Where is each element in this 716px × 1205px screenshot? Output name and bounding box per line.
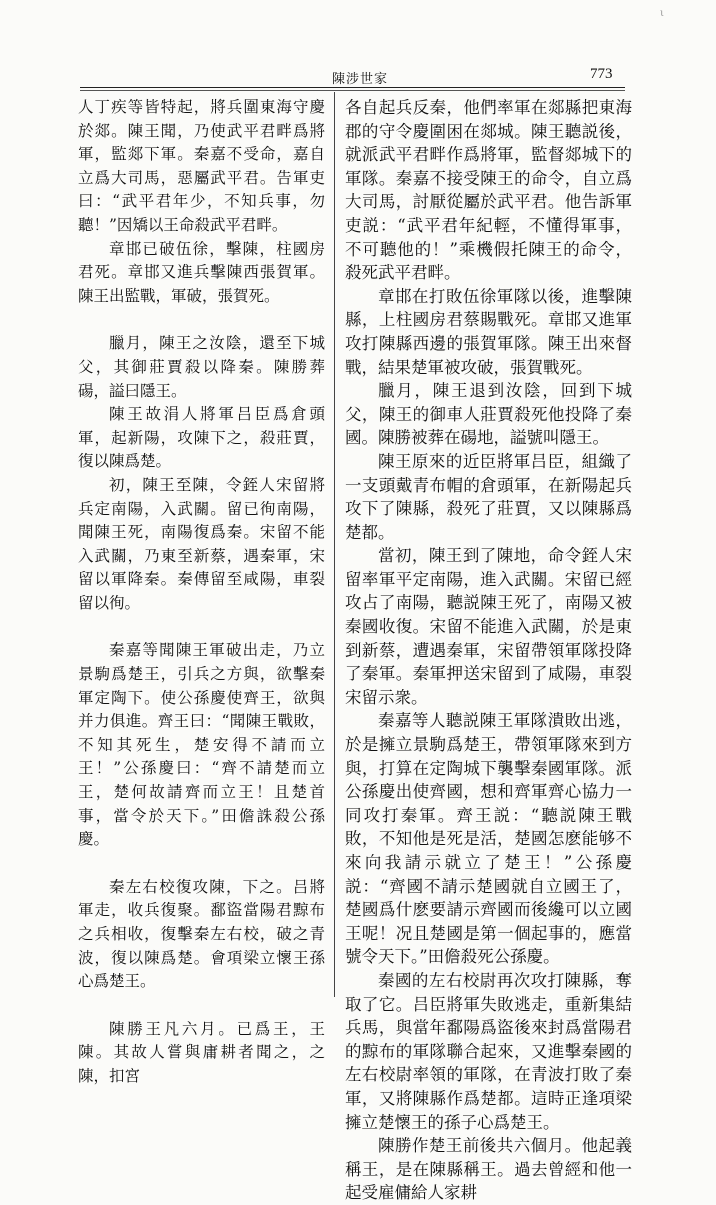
classical-paragraph: 章邯已破伍徐，擊陳，柱國房君死。章邯又進兵擊陳西張賀軍。陳王出監戰，軍破，張賀死。 — [78, 239, 325, 305]
classical-paragraph: 陳勝王凡六月。已爲王，王陳。其故人嘗與庸耕者聞之，之陳，扣宮 — [78, 1019, 325, 1085]
classical-paragraph: 臘月，陳王之汝陰，還至下城父，其御莊賈殺以降秦。陳勝葬碭，謚曰隱王。 — [78, 334, 325, 400]
classical-paragraph: 秦嘉等聞陳王軍破出走，乃立景駒爲楚王，引兵之方與，欲擊秦軍定陶下。使公孫慶使齊王，欲與并力俱進。齊王曰：“聞陳王戰敗，不知其死生，楚安得不請而立王！”公孫慶曰：“齊不請楚而立王，楚何故請齊而立王！且楚首事，當令於天下。”田儋誅殺公孫慶。 — [78, 641, 325, 849]
classical-text-column — [78, 96, 325, 1085]
column-divider — [334, 92, 335, 997]
corner-mark: ι — [660, 8, 664, 19]
header-rule-secondary — [80, 90, 625, 91]
translation-paragraph: 各自起兵反秦，他們率軍在郯縣把東海郡的守令慶圍困在郯城。陳王聽説後，就派武平君畔作爲將軍，監督郯城下的軍隊。秦嘉不接受陳王的命令，自立爲大司馬，討厭從屬於武平君。他告訴軍吏説：“武平君年紀輕，不懂得軍事，不可聽他的！”乘機假托陳王的命令，殺死武平君畔。 — [345, 98, 632, 283]
translation-paragraph: 當初，陳王到了陳地，命令銍人宋留率軍平定南陽，進入武關。宋留已經攻占了南陽，聽説陳王死了，南陽又被秦國收復。宋留不能進入武關，於是東到新蔡，遭遇秦軍，宋留帶領軍隊投降了秦軍。秦軍押送宋留到了咸陽，車裂宋留示衆。 — [345, 546, 632, 707]
header-rule — [80, 87, 625, 88]
classical-paragraph: 陳王故涓人將軍吕臣爲倉頭軍，起新陽，攻陳下之，殺莊賈，復以陳爲楚。 — [78, 405, 325, 471]
page-number: 773 — [590, 66, 613, 82]
translation-paragraph: 陳王原來的近臣將軍吕臣，組織了一支頭戴青布帽的倉頭軍，在新陽起兵攻下了陳縣，殺死了莊賈，又以陳縣爲楚都。 — [345, 451, 632, 542]
translation-paragraph: 陳勝作楚王前後共六個月。他起義稱王，是在陳縣稱王。過去曾經和他一起受雇傭給人家耕 — [345, 1136, 632, 1203]
translation-paragraph: 秦嘉等人聽説陳王軍隊潰敗出逃，於是擁立景駒爲楚王，帶領軍隊來到方與，打算在定陶城下襲擊秦國軍隊。派公孫慶出使齊國，想和齊軍齊心協力一同攻打秦軍。齊王説：“聽説陳王戰敗，不知他是死是活，楚國怎麽能够不來向我請示就立了楚王！”公孫慶説：“齊國不請示楚國就自立國王了，楚國爲什麽要請示齊國而後纔可以立國王呢！况且楚國是第一個起事的，應當號令天下。”田儋殺死公孫慶。 — [345, 711, 632, 967]
page-header — [0, 0, 716, 100]
classical-paragraph: 秦左右校復攻陳，下之。吕將軍走，收兵復聚。鄱盜當陽君黥布之兵相收，復擊秦左右校，破之青波，復以陳爲楚。會項梁立懷王孫心爲楚王。 — [78, 877, 325, 991]
translation-column — [345, 96, 632, 1203]
translation-paragraph: 秦國的左右校尉再次攻打陳縣，奪取了它。吕臣將軍失敗逃走，重新集結兵馬，與當年鄱陽爲盜後來封爲當陽君的黥布的軍隊聯合起來，又進擊秦國的左右校尉率領的軍隊，在青波打敗了秦軍，又將陳縣作爲楚都。這時正逢項梁擁立楚懷王的孫子心爲楚王。 — [345, 970, 632, 1132]
translation-paragraph: 臘月，陳王退到汝陰，回到下城父，陳王的御車人莊賈殺死他投降了秦國。陳勝被葬在碭地，謚號叫隱王。 — [345, 381, 632, 448]
classical-paragraph: 初，陳王至陳，令銍人宋留將兵定南陽，入武關。留已徇南陽，聞陳王死，南陽復爲秦。宋留不能入武關，乃東至新蔡，遇秦軍，宋留以軍降秦。秦傳留至咸陽，車裂留以徇。 — [78, 475, 325, 612]
classical-paragraph: 人丁疾等皆特起，將兵圍東海守慶於郯。陳王聞，乃使武平君畔爲將軍，監郯下軍。秦嘉不受命，嘉自立爲大司馬，惡屬武平君。告軍吏曰：“武平君年少，不知兵事，勿聽！”因矯以王命殺武平君畔。 — [78, 98, 325, 234]
running-title: 陳涉世家 — [331, 72, 388, 87]
translation-paragraph: 章邯在打敗伍徐軍隊以後，進擊陳縣，上柱國房君蔡賜戰死。章邯又進軍攻打陳縣西邊的張賀軍隊。陳王出來督戰，結果楚軍被攻破，張賀戰死。 — [345, 286, 632, 377]
